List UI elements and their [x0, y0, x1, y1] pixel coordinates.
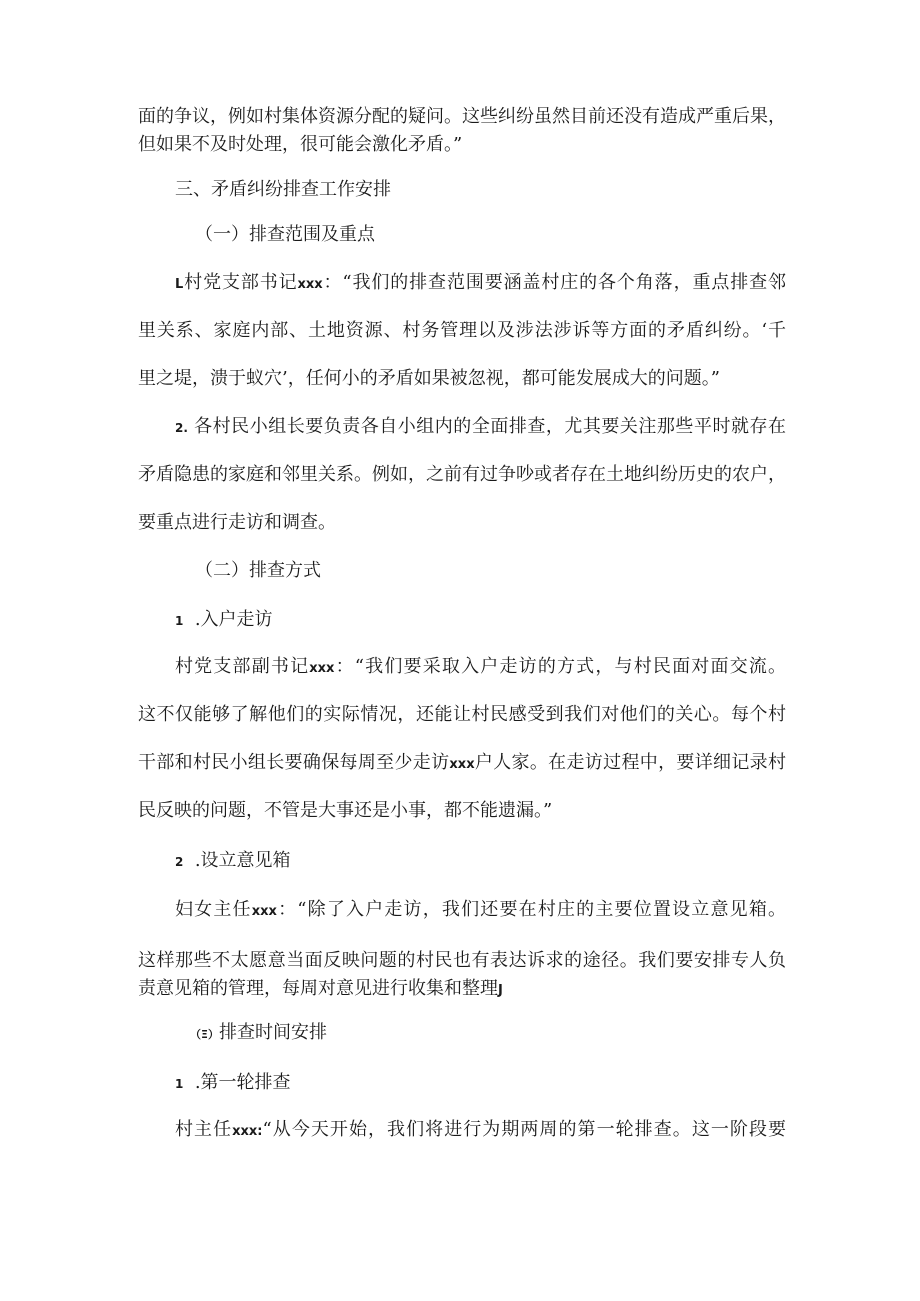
heading-text: （一）排查范围及重点 [195, 224, 375, 245]
paragraph-line [138, 364, 786, 390]
list-number: 1 [175, 614, 184, 628]
list-heading [175, 605, 786, 631]
text-span: 村党支部书记 [183, 272, 298, 293]
text-span: 干部和村民小组长要确保每周至少走访 [138, 752, 450, 773]
list-number: 2. [175, 421, 188, 435]
placeholder-name: xxx [297, 277, 323, 292]
text-span: 村党支部副书记 [175, 656, 310, 677]
text-span: 妇女主任 [175, 899, 252, 920]
paragraph-line [138, 130, 786, 156]
section-heading [175, 175, 786, 201]
paragraph-line [138, 316, 786, 342]
list-number: L [175, 277, 184, 292]
text-span: 村主任 [175, 1119, 233, 1140]
placeholder-name: xxx [251, 904, 277, 919]
paragraph-line [175, 412, 786, 438]
text-span: 户人家。在走访过程中，要详细记录村 [474, 752, 786, 773]
paragraph-line [138, 102, 786, 128]
paragraph-line [175, 895, 786, 921]
text-span: 里之堤，溃于蚁穴’，任何小的矛盾如果被忽视，都可能发展成大的问题。” [138, 368, 720, 389]
placeholder-name: xxx [449, 757, 475, 772]
text-span: 面的争议，例如村集体资源分配的疑问。这些纠纷虽然目前还没有造成严重后果， [138, 106, 786, 127]
text-span: 矛盾隐患的家庭和邻里关系。例如，之前有过争吵或者存在土地纠纷历史的农户， [138, 464, 786, 485]
paragraph-line [138, 748, 786, 774]
text-span: 要重点进行走访和调查。 [138, 512, 336, 533]
paragraph-line [175, 1115, 786, 1141]
placeholder-name: xxx: [232, 1124, 263, 1139]
paragraph-line [138, 974, 786, 1000]
subsection-heading [195, 556, 843, 582]
closing-mark: J [498, 983, 503, 998]
paragraph-line [138, 460, 786, 486]
text-span: ：“我们要采取入户走访的方式，与村民面对面交流。 [334, 656, 787, 677]
heading-text: .第一轮排查 [194, 1072, 291, 1093]
list-heading [175, 1068, 786, 1094]
text-span: “从今天开始，我们将进行为期两周的第一轮排查。这一阶段要 [262, 1119, 787, 1140]
subsection-heading [190, 1018, 786, 1044]
placeholder-name: xxx [309, 661, 335, 676]
text-span: 民反映的问题，不管是大事还是小事，都不能遗漏。” [138, 800, 553, 821]
text-span: ：“除了入户走访，我们还要在村庄的主要位置设立意见箱。 [276, 899, 787, 920]
list-number: 1 [175, 1077, 184, 1091]
paragraph-line [175, 268, 786, 294]
heading-text: （二）排查方式 [195, 560, 321, 581]
text-span: 这不仅能够了解他们的实际情况，还能让村民感受到我们对他们的关心。每个村 [138, 704, 786, 725]
heading-text: .入户走访 [194, 609, 273, 630]
text-span: 里关系、家庭内部、土地资源、村务管理以及涉法涉诉等方面的矛盾纠纷。‘千 [138, 320, 786, 341]
text-span: 这样那些不太愿意当面反映问题的村民也有表达诉求的途径。我们要安排专人负 [138, 950, 786, 971]
paragraph-line [138, 508, 786, 534]
list-number: 2 [175, 855, 184, 869]
paragraph-line [138, 796, 786, 822]
heading-text: 三、矛盾纠纷排查工作安排 [175, 179, 391, 200]
text-span: 责意见箱的管理，每周对意见进行收集和整理 [138, 978, 498, 999]
list-heading [175, 846, 786, 872]
paragraph-line [138, 946, 786, 972]
heading-text: 排查时间安排 [218, 1022, 327, 1043]
text-span: 但如果不及时处理，很可能会激化矛盾。” [138, 134, 463, 155]
heading-text: .设立意见箱 [194, 850, 291, 871]
text-span: ：“我们的排查范围要涵盖村庄的各个角落，重点排查邻 [322, 272, 786, 293]
subsection-heading [195, 220, 843, 246]
text-span: 各村民小组长要负责各自小组内的全面排查，尤其要关注那些平时就存在 [194, 416, 786, 437]
paragraph-line [138, 700, 786, 726]
paragraph-line [175, 652, 786, 678]
section-mark: （Ξ） [190, 1028, 219, 1041]
